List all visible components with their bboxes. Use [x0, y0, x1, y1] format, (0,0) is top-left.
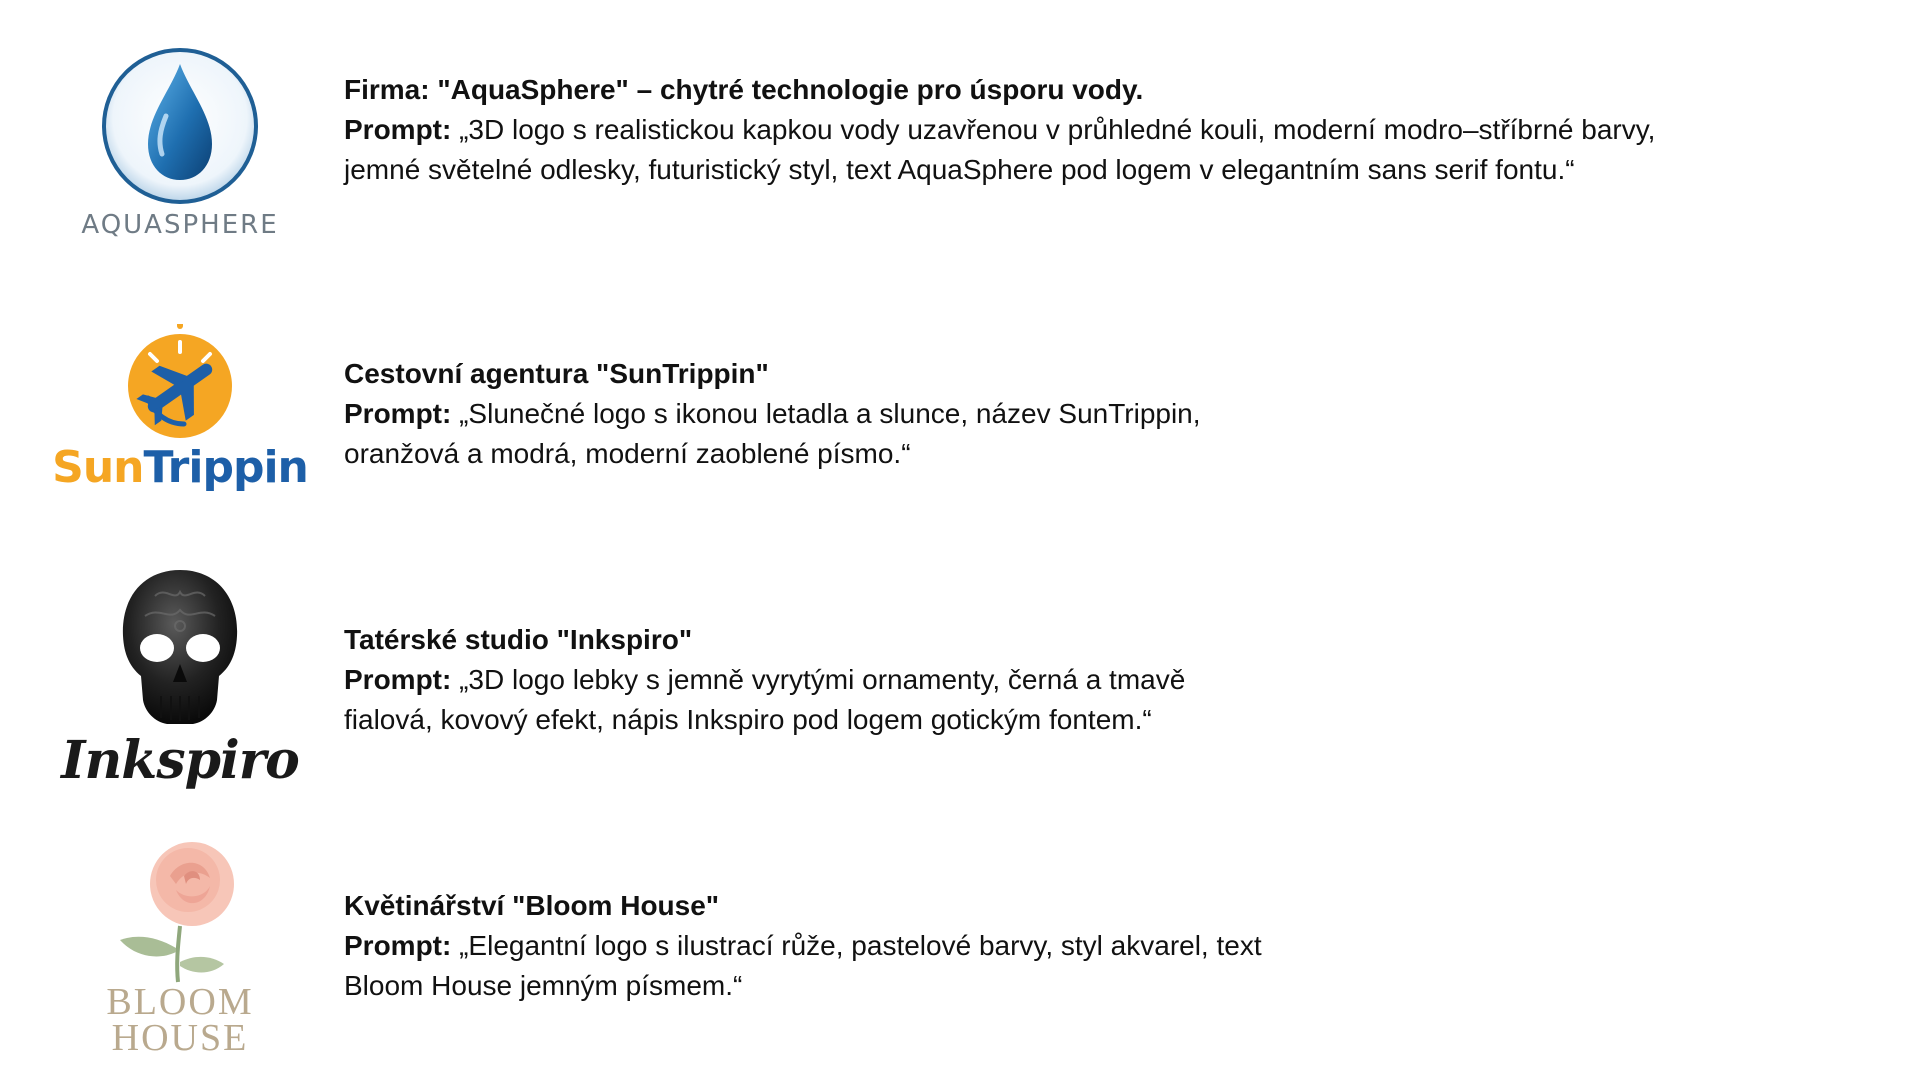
prompt-text: „Slunečné logo s ikonou letadla a slunce, název SunTrippin,	[459, 398, 1201, 429]
bloom-house-heading: Květinářství "Bloom House"	[344, 890, 720, 921]
wordmark-trippin: Trippin	[143, 442, 308, 493]
prompt-text: jemné světelné odlesky, futuristický styl, text AquaSphere pod logem v elegantním sans serif fontu.“	[344, 154, 1575, 185]
suntrippin-description	[344, 354, 1201, 474]
inkspiro-description	[344, 620, 1185, 740]
prompt-text: „3D logo lebky s jemně vyrytými ornamenty, černá a tmavě	[459, 664, 1186, 695]
inkspiro-wordmark: Inkspiro	[61, 730, 299, 791]
wordmark-bloom: BLOOM	[106, 981, 254, 1023]
prompt-text: Bloom House jemným písmem.“	[344, 970, 743, 1001]
bloom-house-wordmark	[106, 981, 254, 1059]
suntrippin-logo	[52, 324, 308, 493]
aquasphere-description	[344, 70, 1655, 190]
suntrippin-heading: Cestovní agentura "SunTrippin"	[344, 358, 769, 389]
prompt-text: „3D logo s realistickou kapkou vody uzavřenou v průhledné kouli, moderní modro–stříbrné barvy,	[459, 114, 1656, 145]
wordmark-sun: Sun	[52, 442, 144, 493]
ornamented-skull-icon	[115, 566, 245, 736]
bloom-house-logo	[60, 836, 300, 1059]
wordmark-house: HOUSE	[111, 1017, 249, 1059]
prompt-label: Prompt:	[344, 398, 452, 429]
aquasphere-wordmark: AQUASPHERE	[81, 210, 279, 240]
suntrippin-wordmark	[52, 442, 308, 493]
prompt-text: oranžová a modrá, moderní zaoblené písmo.“	[344, 438, 911, 469]
prompt-text: fialová, kovový efekt, nápis Inkspiro pod logem gotickým fontem.“	[344, 704, 1152, 735]
rose-icon	[100, 836, 260, 986]
bloom-house-description	[344, 886, 1262, 1006]
inkspiro-logo	[60, 566, 300, 791]
water-drop-sphere-icon	[100, 46, 260, 206]
prompt-label: Prompt:	[344, 930, 452, 961]
sun-airplane-icon	[120, 324, 240, 444]
aquasphere-logo	[60, 46, 300, 240]
aquasphere-heading: Firma: "AquaSphere" – chytré technologie pro úsporu vody.	[344, 74, 1144, 105]
prompt-label: Prompt:	[344, 114, 452, 145]
prompt-label: Prompt:	[344, 664, 452, 695]
inkspiro-heading: Tatérské studio "Inkspiro"	[344, 624, 693, 655]
prompt-text: „Elegantní logo s ilustrací růže, pastelové barvy, styl akvarel, text	[459, 930, 1262, 961]
